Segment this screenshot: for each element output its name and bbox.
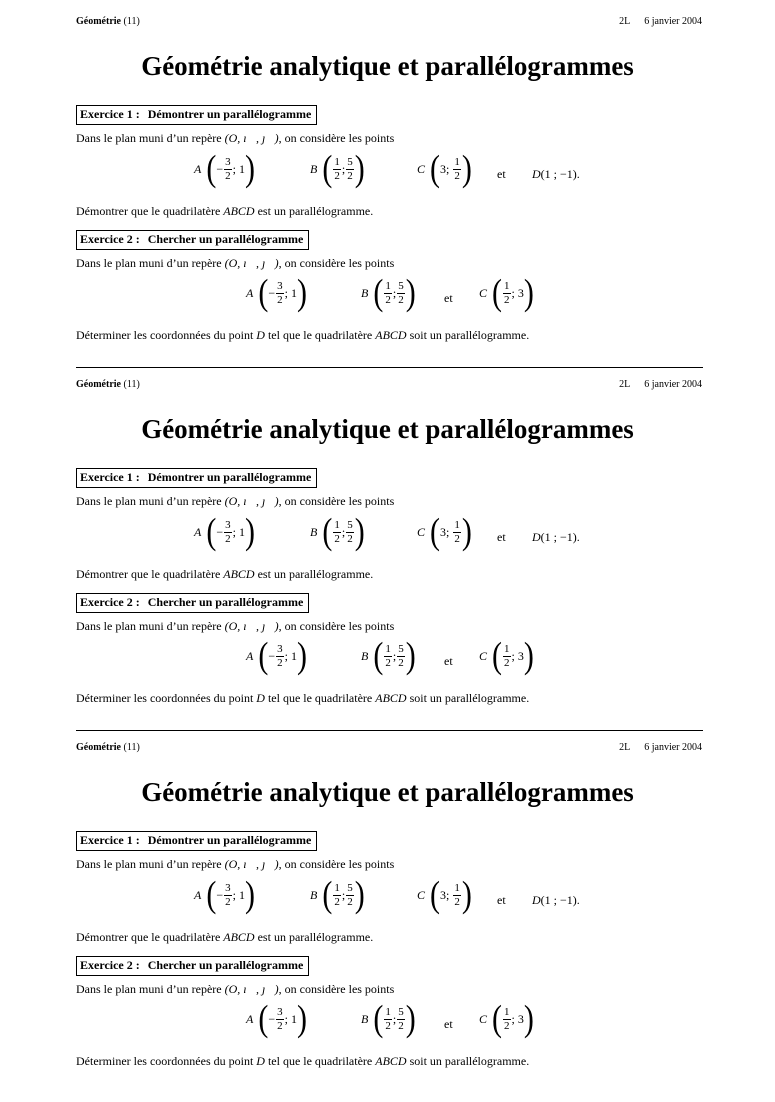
point-c: C ( 3 ; $\frac{1}{2}$ ) — [417, 873, 472, 915]
conjunction-et: et — [497, 893, 506, 907]
header-meta — [619, 379, 702, 390]
header-date: 6 janvier 2004 — [644, 16, 702, 27]
cut-line — [76, 730, 703, 731]
point-d: D (1 ; −1). — [532, 167, 580, 181]
point-a: A ( − $\frac{3}{2}$ ; 1 ) — [194, 147, 255, 189]
worksheet-copy — [0, 376, 775, 739]
exercise-2-intro: Dans le plan muni d’un repère (O, ı⃗, ȷ⃗), on considère les points — [76, 256, 395, 270]
point-a: A ( − $\frac{3}{2}$ ; 1 ) — [194, 510, 255, 552]
exercise-1-question: Démontrer que le quadrilatère ABCD est un parallélogramme. — [76, 567, 374, 581]
point-c: C ( 3 ; $\frac{1}{2}$ ) — [417, 510, 472, 552]
conjunction-et: et — [444, 1017, 453, 1031]
exercise-2-intro: Dans le plan muni d’un repère (O, ı⃗, ȷ⃗), on considère les points — [76, 982, 395, 996]
exercise-1-intro: Dans le plan muni d’un repère (O, ı⃗, ȷ⃗), on considère les points — [76, 494, 395, 508]
header-subject: Géométrie (11) — [76, 742, 140, 753]
point-a: A ( − $\frac{3}{2}$ ; 1 ) — [194, 873, 255, 915]
point-c: C ( $\frac{1}{2}$ ; 3 ) — [479, 634, 534, 676]
header-level: 2L — [619, 16, 631, 27]
exercise-2-question: Déterminer les coordonnées du point D tel que le quadrilatère ABCD soit un parallélogramme. — [76, 1054, 530, 1068]
header-subject: Géométrie (11) — [76, 379, 140, 390]
worksheet-copy — [0, 13, 775, 376]
point-b: B ( $\frac{1}{2}$ ; $\frac{5}{2}$ ) — [310, 147, 365, 189]
exercise-1-heading: Exercice 1 : Démontrer un parallélogramme — [76, 105, 317, 125]
exercise-1-question: Démontrer que le quadrilatère ABCD est un parallélogramme. — [76, 204, 374, 218]
exercise-1-intro: Dans le plan muni d’un repère (O, ı⃗, ȷ⃗), on considère les points — [76, 131, 395, 145]
conjunction-et: et — [444, 654, 453, 668]
exercise-1-heading: Exercice 1 : Démontrer un parallélogramme — [76, 831, 317, 851]
header-level: 2L — [619, 742, 631, 753]
header-meta — [619, 742, 702, 753]
exercise-2-question: Déterminer les coordonnées du point D tel que le quadrilatère ABCD soit un parallélogramme. — [76, 328, 530, 342]
point-a: A ( − $\frac{3}{2}$ ; 1 ) — [246, 634, 307, 676]
point-b: B ( $\frac{1}{2}$ ; $\frac{5}{2}$ ) — [361, 634, 416, 676]
point-a: A ( − $\frac{3}{2}$ ; 1 ) — [246, 997, 307, 1039]
point-c: C ( $\frac{1}{2}$ ; 3 ) — [479, 271, 534, 313]
exercise-2-intro: Dans le plan muni d’un repère (O, ı⃗, ȷ⃗), on considère les points — [76, 619, 395, 633]
page-title: Géométrie analytique et parallélogrammes — [141, 51, 634, 81]
exercise-1-question: Démontrer que le quadrilatère ABCD est un parallélogramme. — [76, 930, 374, 944]
exercise-1-intro: Dans le plan muni d’un repère (O, ı⃗, ȷ⃗), on considère les points — [76, 857, 395, 871]
exercise-1-heading: Exercice 1 : Démontrer un parallélogramme — [76, 468, 317, 488]
page-title: Géométrie analytique et parallélogrammes — [141, 777, 634, 807]
conjunction-et: et — [497, 530, 506, 544]
point-b: B ( $\frac{1}{2}$ ; $\frac{5}{2}$ ) — [361, 997, 416, 1039]
exercise-2-heading: Exercice 2 : Chercher un parallélogramme — [76, 593, 309, 613]
header-date: 6 janvier 2004 — [644, 379, 702, 390]
point-b: B ( $\frac{1}{2}$ ; $\frac{5}{2}$ ) — [310, 873, 365, 915]
point-b: B ( $\frac{1}{2}$ ; $\frac{5}{2}$ ) — [361, 271, 416, 313]
header-date: 6 janvier 2004 — [644, 742, 702, 753]
exercise-2-heading: Exercice 2 : Chercher un parallélogramme — [76, 956, 309, 976]
point-c: C ( 3 ; $\frac{1}{2}$ ) — [417, 147, 472, 189]
conjunction-et: et — [444, 291, 453, 305]
cut-line — [76, 367, 703, 368]
point-b: B ( $\frac{1}{2}$ ; $\frac{5}{2}$ ) — [310, 510, 365, 552]
exercise-2-question: Déterminer les coordonnées du point D tel que le quadrilatère ABCD soit un parallélogramme. — [76, 691, 530, 705]
header-meta — [619, 16, 702, 27]
conjunction-et: et — [497, 167, 506, 181]
header-level: 2L — [619, 379, 631, 390]
point-a: A ( − $\frac{3}{2}$ ; 1 ) — [246, 271, 307, 313]
point-d: D (1 ; −1). — [532, 530, 580, 544]
point-c: C ( $\frac{1}{2}$ ; 3 ) — [479, 997, 534, 1039]
worksheet-copy — [0, 739, 775, 1102]
page-title: Géométrie analytique et parallélogrammes — [141, 414, 634, 444]
header-subject: Géométrie (11) — [76, 16, 140, 27]
exercise-2-heading: Exercice 2 : Chercher un parallélogramme — [76, 230, 309, 250]
point-d: D (1 ; −1). — [532, 893, 580, 907]
